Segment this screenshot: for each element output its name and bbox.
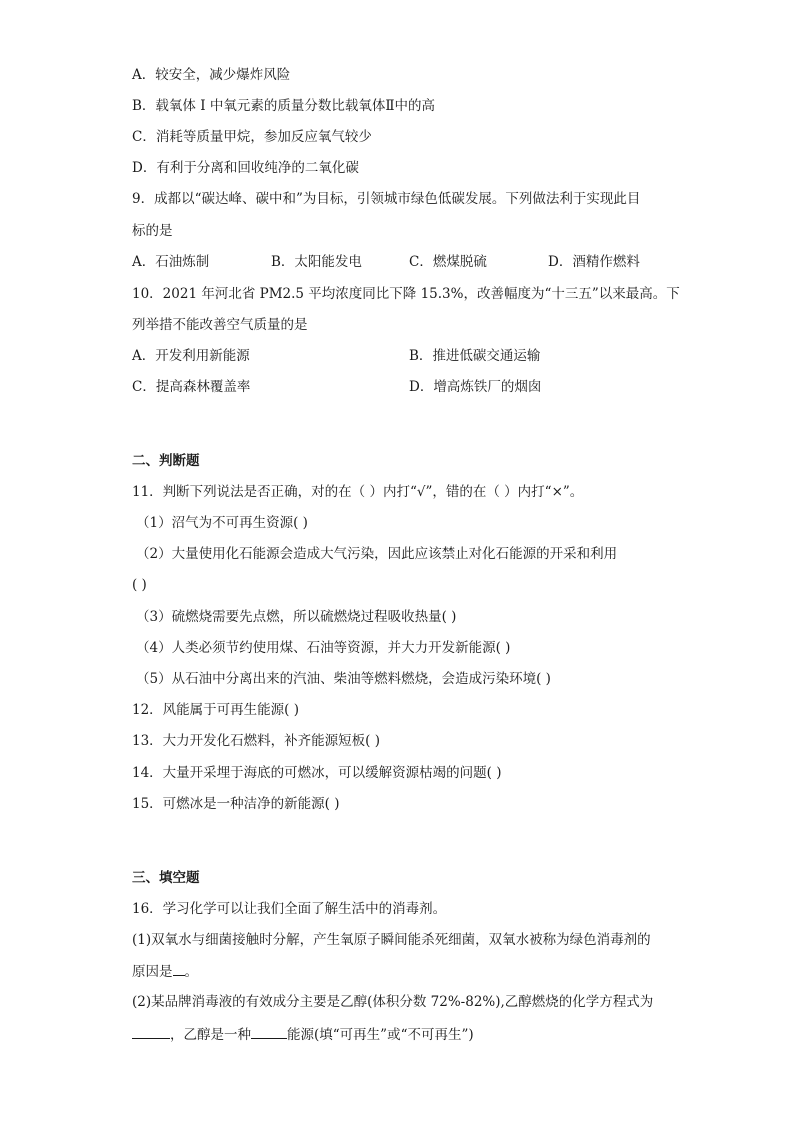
q16-stem: 16．学习化学可以让我们全面了解生活中的消毒剂。 xyxy=(132,901,447,917)
q10-option-d: D．增高炼铁厂的烟囱 xyxy=(409,379,542,395)
q16-part2-line2 xyxy=(132,1025,474,1044)
q9-option-b: B．太阳能发电 xyxy=(271,254,362,270)
answer-blank-energy-type xyxy=(251,1025,287,1039)
q9-stem-line1: 9．成都以“碳达峰、碳中和”为目标，引领城市绿色低碳发展。下列做法利于实现此目 xyxy=(132,191,641,207)
q16-part1-line2 xyxy=(132,962,198,981)
q10-stem-line2: 列举措不能改善空气质量的是 xyxy=(132,317,308,333)
q8-option-b: B．载氧体 I 中氧元素的质量分数比载氧体Ⅱ中的高 xyxy=(132,98,436,114)
q9-stem-line2: 标的是 xyxy=(132,223,173,239)
q16-part1-end: 。 xyxy=(184,964,198,980)
q10-option-b: B．推进低碳交通运输 xyxy=(409,348,541,364)
answer-blank xyxy=(173,962,185,976)
q9-option-c: C．燃煤脱硫 xyxy=(409,254,487,270)
section-heading-judgement: 二、判断题 xyxy=(132,453,200,469)
q11-item-1: （1）沼气为不可再生资源( ) xyxy=(136,515,308,531)
q10-option-a: A．开发利用新能源 xyxy=(132,348,250,364)
q13: 13．大力开发化石燃料，补齐能源短板( ) xyxy=(132,733,381,749)
q11-stem: 11．判断下列说法是否正确，对的在（ ）内打“√”，错的在（ ）内打“×”。 xyxy=(132,484,584,500)
q8-option-c: C．消耗等质量甲烷，参加反应氧气较少 xyxy=(132,129,372,145)
q11-item-2-parens: ( ) xyxy=(132,577,147,593)
q9-option-a: A．石油炼制 xyxy=(132,254,210,270)
section-heading-fill-blank: 三、填空题 xyxy=(132,870,200,886)
q11-item-3: （3）硫燃烧需要先点燃，所以硫燃烧过程吸收热量( ) xyxy=(136,609,457,625)
q10-stem-line1: 10．2021 年河北省 PM2.5 平均浓度同比下降 15.3%，改善幅度为“十三五”以来最高。下 xyxy=(132,286,680,302)
q10-option-c: C．提高森林覆盖率 xyxy=(132,379,251,395)
q16-part1-line1: (1)双氧水与细菌接触时分解，产生氧原子瞬间能杀死细菌，双氧水被称为绿色消毒剂的 xyxy=(132,932,651,948)
q9-option-d: D．酒精作燃料 xyxy=(548,254,640,270)
q15: 15．可燃冰是一种洁净的新能源( ) xyxy=(132,796,340,812)
q11-item-5: （5）从石油中分离出来的汽油、柴油等燃料燃烧，会造成污染环境( ) xyxy=(136,671,551,687)
q12: 12．风能属于可再生能源( ) xyxy=(132,702,300,718)
answer-blank-equation xyxy=(132,1025,170,1039)
q8-option-d: D．有利于分离和回收纯净的二氧化碳 xyxy=(132,160,359,176)
q8-option-a: A．较安全，减少爆炸风险 xyxy=(132,67,291,83)
q16-part2-line1: (2)某品牌消毒液的有效成分主要是乙醇(体积分数 72%-82%),乙醇燃烧的化学方程式为 xyxy=(132,994,654,1010)
q16-part1-text: 原因是 xyxy=(132,964,173,980)
q16-part2-end: 能源(填“可再生”或“不可再生”) xyxy=(287,1027,474,1043)
q14: 14．大量开采埋于海底的可燃冰，可以缓解资源枯竭的问题( ) xyxy=(132,765,502,781)
q16-part2-mid: ，乙醇是一种 xyxy=(170,1027,251,1043)
q11-item-2: （2）大量使用化石能源会造成大气污染，因此应该禁止对化石能源的开采和利用 xyxy=(136,546,618,562)
q11-item-4: （4）人类必须节约使用煤、石油等资源，并大力开发新能源( ) xyxy=(136,640,511,656)
